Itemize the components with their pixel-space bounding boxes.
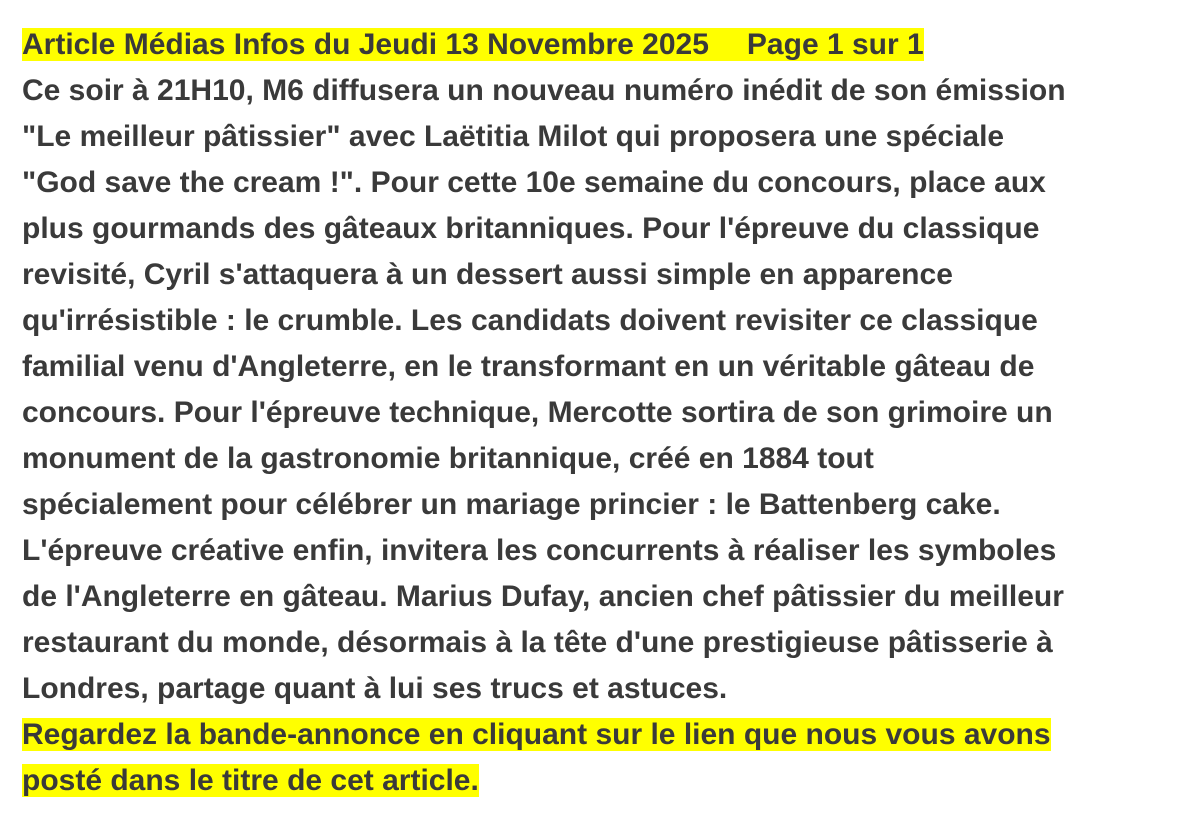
body-line: concours. Pour l'épreuve technique, Mercotte sortira de son grimoire un [22,396,1053,429]
trailer-line: posté dans le titre de cet article. [22,764,479,797]
body-line: L'épreuve créative enfin, invitera les concurrents à réaliser les symboles [22,534,1057,567]
body-line: Londres, partage quant à lui ses trucs et astuces. [22,672,728,705]
article-title: Article Médias Infos du Jeudi 13 Novembre 2025 [22,28,709,61]
body-line: revisité, Cyril s'attaquera à un dessert aussi simple en apparence [22,258,953,291]
trailer-call-to-action [22,712,1176,804]
body-line: restaurant du monde, désormais à la tête d'une prestigieuse pâtisserie à [22,626,1053,659]
article-header [22,22,1176,68]
body-line: "God save the cream !". Pour cette 10e semaine du concours, place aux [22,166,1046,199]
body-line: qu'irrésistible : le crumble. Les candidats doivent revisiter ce classique [22,304,1038,337]
body-line: plus gourmands des gâteaux britanniques. Pour l'épreuve du classique [22,212,1040,245]
body-line: de l'Angleterre en gâteau. Marius Dufay, ancien chef pâtissier du meilleur [22,580,1064,613]
body-line: monument de la gastronomie britannique, créé en 1884 tout [22,442,874,475]
body-line: Ce soir à 21H10, M6 diffusera un nouveau numéro inédit de son émission [22,74,1066,107]
article-header-highlight [22,28,924,61]
article-body [22,68,1176,712]
trailer-line: Regardez la bande-annonce en cliquant sur le lien que nous vous avons [22,718,1051,751]
page-indicator: Page 1 sur 1 [746,28,924,61]
body-line: spécialement pour célébrer un mariage princier : le Battenberg cake. [22,488,1001,521]
body-line: familial venu d'Angleterre, en le transformant en un véritable gâteau de [22,350,1035,383]
body-line: "Le meilleur pâtissier" avec Laëtitia Milot qui proposera une spéciale [22,120,1005,153]
